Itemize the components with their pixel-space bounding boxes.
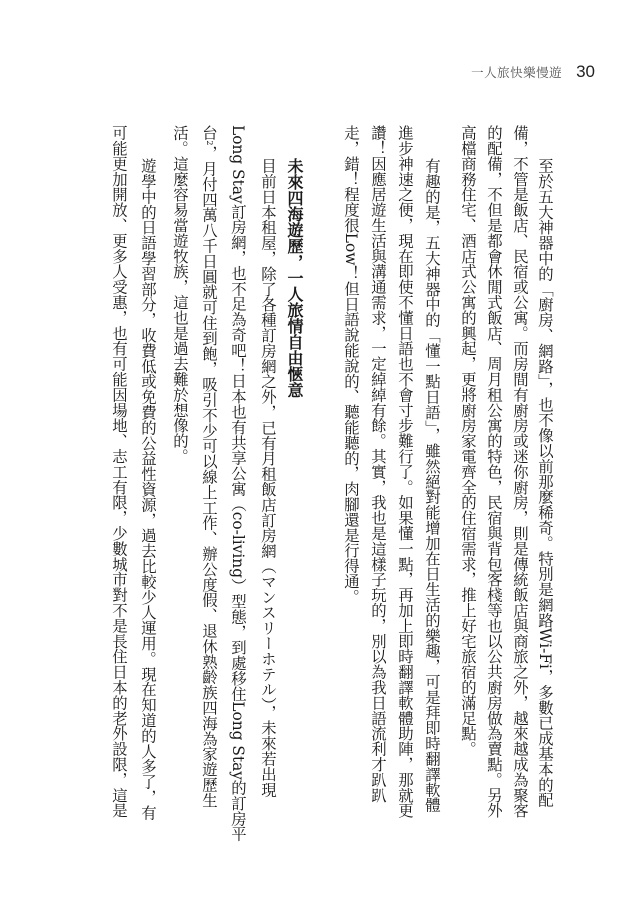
text-column-8: 走，錯！程度很Low！但日語說能說的、聽能聽的，肉腳還是行得通。 <box>342 125 360 605</box>
page-header <box>471 62 595 82</box>
text-column-3: 的配備，不但是都會休閒式飯店、周月租公寓的特色，民宿與背包客棧等也以公共廚房做為賣點。另外 <box>485 125 503 818</box>
text-column-1: 至於五大神器中的「廚房、網路」，也不像以前那麼稀奇。特別是網路Wi-Fi，多數已成基本的配 <box>536 158 554 808</box>
text-column-11: Long Stay訂房網，也不足為奇吧！日本也有共享公寓（co-living）型態，到處移住Long Stay的訂房平 <box>229 125 247 842</box>
running-title: 一人旅快樂慢遊 <box>471 65 563 80</box>
text-column-6: 進步神速之便，現在即使不懂日語也不會寸步難行了。如果懂一點，再加上即時翻譯軟體助陣，那就更 <box>396 125 414 818</box>
text-column-10: 目前日本租屋，除了各種訂房網之外，已有月租飯店訂房網（マンスリーホテル），未來若出現 <box>259 158 277 798</box>
footnote-marker[interactable]: 2 <box>205 140 214 146</box>
text-column-4: 高檔商務住宅、酒店式公寓的興起，更將廚房家電齊全的住宿需求，推上好宅旅宿的滿足點。 <box>459 125 477 757</box>
page-number: 30 <box>576 62 595 81</box>
text-column-2: 備，不管是飯店、民宿或公寓。而房間有廚房或迷你廚房，則是傳統飯店與商旅之外，越來越成為聚客 <box>511 125 529 818</box>
text-column-12 <box>199 125 219 808</box>
section-heading: 未來四海遊歷，一人旅情自由愜意 <box>285 158 304 398</box>
footnote-host-char: 台 <box>200 125 218 141</box>
text-column-7: 讚！因應居遊生活與溝通需求，一定綽綽有餘。其實，我也是這樣子玩的，別以為我日語流利才趴趴 <box>369 125 387 803</box>
text-column-15: 可能更加開放、更多人受惠，也有可能因場地、志工有限，少數城市對不是長住日本的老外設限，這是 <box>110 125 128 818</box>
text-column-5: 有趣的是，五大神器中的「懂一點日語」，雖然絕對能增加在日生活的樂趣，可是拜即時翻譯軟體 <box>423 158 441 813</box>
text-column-13: 活。這麼容易當遊牧族，這也是過去難於想像的。 <box>171 125 189 464</box>
text-column-14: 遊學中的日語學習部分，收費低或免費的公益性資源，過去比較少人運用。現在知道的人多了，有 <box>139 158 157 821</box>
text-column-12-rest: ，月付四萬八千日圓就可住到飽，吸引不少可以線上工作、辦公度假、退休熟齡族四海為家遊歷生 <box>200 145 218 808</box>
